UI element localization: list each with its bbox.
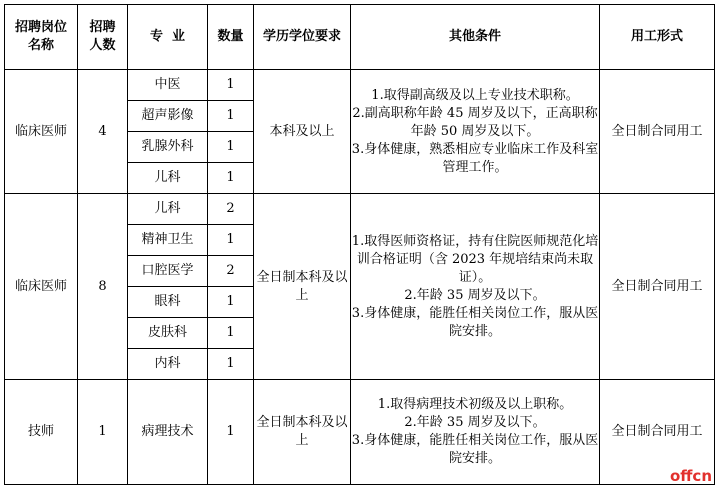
major-quantity: 1 [208,163,254,194]
major-name: 病理技术 [128,380,208,485]
table-row [5,70,715,101]
header-row [5,5,715,70]
major-quantity: 1 [208,380,254,485]
other-conditions: 1.取得副高级及以上专业技术职称。 2.副高职称年龄 45 周岁及以下，正高职称年龄 50 周岁及以下。 3.身体健康，熟悉相应专业临床工作及科室管理工作。 [351,70,600,194]
major-quantity: 1 [208,318,254,349]
post-count: 4 [78,70,128,194]
education-requirement: 全日制本科及以上 [254,380,351,485]
major-quantity: 1 [208,349,254,380]
header-education: 学历学位要求 [254,5,351,70]
post-name: 技师 [5,380,78,485]
major-name: 中医 [128,70,208,101]
major-quantity: 1 [208,101,254,132]
recruitment-table [4,4,715,485]
table-row [5,194,715,225]
header-conditions: 其他条件 [351,5,600,70]
major-name: 口腔医学 [128,256,208,287]
education-requirement: 全日制本科及以上 [254,194,351,380]
other-conditions: 1.取得医师资格证，持有住院医师规范化培训合格证明（含 2023 年规培结束尚未取证）。 2.年龄 35 周岁及以下。 3.身体健康，能胜任相关岗位工作，服从医院安排。 [351,194,600,380]
major-name: 眼科 [128,287,208,318]
major-quantity: 1 [208,70,254,101]
post-name: 临床医师 [5,70,78,194]
major-name: 儿科 [128,163,208,194]
post-count: 8 [78,194,128,380]
post-count: 1 [78,380,128,485]
major-name: 精神卫生 [128,225,208,256]
major-quantity: 1 [208,132,254,163]
employment-type: 全日制合同用工 [600,380,715,485]
other-conditions: 1.取得病理技术初级及以上职称。 2.年龄 35 周岁及以下。 3.身体健康，能胜任相关岗位工作，服从医院安排。 [351,380,600,485]
employment-type: 全日制合同用工 [600,194,715,380]
major-name: 乳腺外科 [128,132,208,163]
header-post: 招聘岗位 名称 [5,5,78,70]
table-row [5,380,715,485]
header-count: 招聘 人数 [78,5,128,70]
major-name: 内科 [128,349,208,380]
header-employment: 用工形式 [600,5,715,70]
watermark-logo: offcn [669,467,712,485]
major-quantity: 2 [208,256,254,287]
post-name: 临床医师 [5,194,78,380]
employment-type: 全日制合同用工 [600,70,715,194]
major-name: 儿科 [128,194,208,225]
major-quantity: 1 [208,225,254,256]
header-quantity: 数量 [208,5,254,70]
education-requirement: 本科及以上 [254,70,351,194]
major-quantity: 2 [208,194,254,225]
major-quantity: 1 [208,287,254,318]
major-name: 超声影像 [128,101,208,132]
major-name: 皮肤科 [128,318,208,349]
header-major: 专 业 [128,5,208,70]
